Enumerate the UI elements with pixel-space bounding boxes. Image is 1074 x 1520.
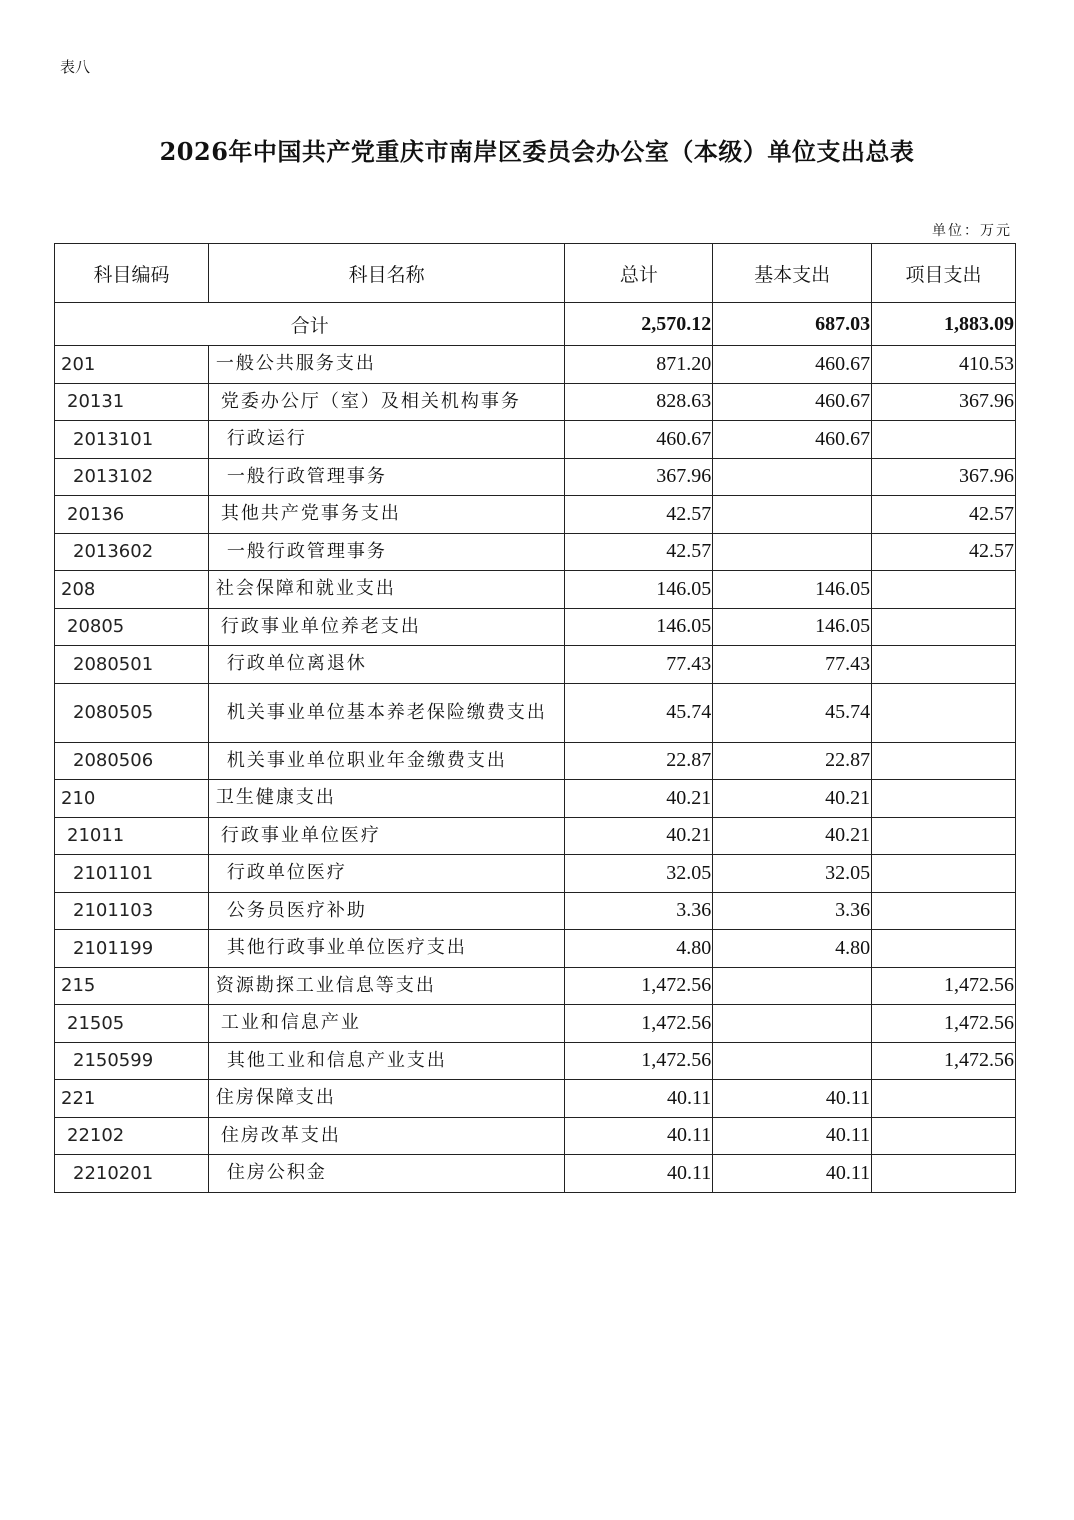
- total-project: 1,883.09: [872, 303, 1016, 346]
- row-name: 机关事业单位职业年金缴费支出: [208, 742, 565, 780]
- table-row: [55, 346, 1016, 384]
- row-total: 1,472.56: [565, 1005, 713, 1043]
- header-project: 项目支出: [872, 244, 1016, 303]
- header-code: 科目编码: [55, 244, 209, 303]
- row-total: 77.43: [565, 646, 713, 684]
- row-basic: 45.74: [713, 683, 872, 742]
- row-total: 40.21: [565, 817, 713, 855]
- table-row: [55, 742, 1016, 780]
- row-project: [872, 1080, 1016, 1118]
- row-code: 21011: [55, 817, 209, 855]
- row-basic: 40.11: [713, 1117, 872, 1155]
- row-code: 2080501: [55, 646, 209, 684]
- row-total: 1,472.56: [565, 967, 713, 1005]
- row-basic: 40.21: [713, 817, 872, 855]
- row-basic: 3.36: [713, 892, 872, 930]
- row-total: 828.63: [565, 383, 713, 421]
- row-basic: [713, 496, 872, 534]
- row-code: 2101103: [55, 892, 209, 930]
- row-name: 机关事业单位基本养老保险缴费支出: [208, 683, 565, 742]
- table-row: [55, 458, 1016, 496]
- row-basic: 146.05: [713, 608, 872, 646]
- row-project: 367.96: [872, 458, 1016, 496]
- table-row: [55, 383, 1016, 421]
- table-row: [55, 421, 1016, 459]
- table-row: [55, 608, 1016, 646]
- row-total: 22.87: [565, 742, 713, 780]
- row-basic: 32.05: [713, 855, 872, 893]
- table-row: [55, 780, 1016, 818]
- row-basic: 77.43: [713, 646, 872, 684]
- row-project: [872, 930, 1016, 968]
- row-name: 公务员医疗补助: [208, 892, 565, 930]
- row-total: 871.20: [565, 346, 713, 384]
- table-row: [55, 1117, 1016, 1155]
- row-code: 2013101: [55, 421, 209, 459]
- table-row: [55, 571, 1016, 609]
- total-label: 合计: [55, 303, 565, 346]
- row-name: 社会保障和就业支出: [208, 571, 565, 609]
- row-code: 208: [55, 571, 209, 609]
- row-code: 2101101: [55, 855, 209, 893]
- row-basic: 4.80: [713, 930, 872, 968]
- row-basic: [713, 967, 872, 1005]
- row-name: 一般公共服务支出: [208, 346, 565, 384]
- total-row: [55, 303, 1016, 346]
- table-row: [55, 892, 1016, 930]
- row-code: 22102: [55, 1117, 209, 1155]
- row-project: 1,472.56: [872, 1042, 1016, 1080]
- row-code: 2101199: [55, 930, 209, 968]
- row-code: 20805: [55, 608, 209, 646]
- row-total: 460.67: [565, 421, 713, 459]
- row-project: [872, 646, 1016, 684]
- row-total: 146.05: [565, 571, 713, 609]
- document-label: 表八: [60, 58, 91, 76]
- table-row: [55, 1042, 1016, 1080]
- row-name: 行政单位离退休: [208, 646, 565, 684]
- row-name: 住房改革支出: [208, 1117, 565, 1155]
- page-title: 2026年中国共产党重庆市南岸区委员会办公室（本级）单位支出总表: [159, 137, 915, 166]
- total-total: 2,570.12: [565, 303, 713, 346]
- table-row: [55, 817, 1016, 855]
- row-total: 32.05: [565, 855, 713, 893]
- row-project: [872, 683, 1016, 742]
- row-project: [872, 817, 1016, 855]
- row-code: 221: [55, 1080, 209, 1118]
- row-basic: 22.87: [713, 742, 872, 780]
- row-code: 215: [55, 967, 209, 1005]
- row-name: 住房公积金: [208, 1155, 565, 1193]
- row-project: [872, 892, 1016, 930]
- row-code: 2013102: [55, 458, 209, 496]
- row-code: 20131: [55, 383, 209, 421]
- row-name: 其他工业和信息产业支出: [208, 1042, 565, 1080]
- row-basic: 40.11: [713, 1080, 872, 1118]
- row-project: [872, 1117, 1016, 1155]
- table-row: [55, 533, 1016, 571]
- row-basic: [713, 1005, 872, 1043]
- row-basic: 460.67: [713, 346, 872, 384]
- row-name: 行政事业单位养老支出: [208, 608, 565, 646]
- row-total: 3.36: [565, 892, 713, 930]
- row-total: 40.11: [565, 1155, 713, 1193]
- row-total: 42.57: [565, 533, 713, 571]
- row-name: 其他共产党事务支出: [208, 496, 565, 534]
- row-basic: 40.21: [713, 780, 872, 818]
- total-basic: 687.03: [713, 303, 872, 346]
- row-name: 卫生健康支出: [208, 780, 565, 818]
- row-name: 行政运行: [208, 421, 565, 459]
- row-total: 40.11: [565, 1080, 713, 1118]
- row-total: 40.21: [565, 780, 713, 818]
- row-basic: [713, 1042, 872, 1080]
- row-project: 367.96: [872, 383, 1016, 421]
- table-row: [55, 967, 1016, 1005]
- row-name: 党委办公厅（室）及相关机构事务: [208, 383, 565, 421]
- table-row: [55, 646, 1016, 684]
- table-row: [55, 496, 1016, 534]
- row-project: [872, 421, 1016, 459]
- row-project: 1,472.56: [872, 1005, 1016, 1043]
- table-header-row: [55, 244, 1016, 303]
- row-name: 一般行政管理事务: [208, 458, 565, 496]
- row-basic: 460.67: [713, 383, 872, 421]
- row-total: 42.57: [565, 496, 713, 534]
- table-row: [55, 855, 1016, 893]
- row-total: 40.11: [565, 1117, 713, 1155]
- row-basic: [713, 533, 872, 571]
- row-code: 2013602: [55, 533, 209, 571]
- row-name: 一般行政管理事务: [208, 533, 565, 571]
- row-basic: 40.11: [713, 1155, 872, 1193]
- table-row: [55, 683, 1016, 742]
- row-project: [872, 780, 1016, 818]
- row-project: [872, 855, 1016, 893]
- row-project: 42.57: [872, 496, 1016, 534]
- row-code: 2210201: [55, 1155, 209, 1193]
- row-basic: 460.67: [713, 421, 872, 459]
- row-project: [872, 571, 1016, 609]
- row-code: 2080505: [55, 683, 209, 742]
- row-total: 45.74: [565, 683, 713, 742]
- row-total: 146.05: [565, 608, 713, 646]
- row-name: 住房保障支出: [208, 1080, 565, 1118]
- row-total: 367.96: [565, 458, 713, 496]
- row-project: [872, 1155, 1016, 1193]
- row-code: 21505: [55, 1005, 209, 1043]
- row-code: 201: [55, 346, 209, 384]
- header-name: 科目名称: [208, 244, 565, 303]
- row-name: 行政事业单位医疗: [208, 817, 565, 855]
- header-basic: 基本支出: [713, 244, 872, 303]
- row-project: [872, 742, 1016, 780]
- row-basic: 146.05: [713, 571, 872, 609]
- table-row: [55, 1005, 1016, 1043]
- unit-label: 单位：万元: [932, 223, 1012, 239]
- row-code: 2150599: [55, 1042, 209, 1080]
- row-project: 42.57: [872, 533, 1016, 571]
- row-project: 410.53: [872, 346, 1016, 384]
- row-code: 210: [55, 780, 209, 818]
- row-basic: [713, 458, 872, 496]
- row-name: 工业和信息产业: [208, 1005, 565, 1043]
- row-total: 4.80: [565, 930, 713, 968]
- row-code: 20136: [55, 496, 209, 534]
- row-code: 2080506: [55, 742, 209, 780]
- row-name: 其他行政事业单位医疗支出: [208, 930, 565, 968]
- table-row: [55, 1155, 1016, 1193]
- expenditure-table: [54, 243, 1016, 1193]
- row-name: 行政单位医疗: [208, 855, 565, 893]
- row-total: 1,472.56: [565, 1042, 713, 1080]
- table-row: [55, 1080, 1016, 1118]
- row-name: 资源勘探工业信息等支出: [208, 967, 565, 1005]
- row-project: [872, 608, 1016, 646]
- row-project: 1,472.56: [872, 967, 1016, 1005]
- table-row: [55, 930, 1016, 968]
- header-total: 总计: [565, 244, 713, 303]
